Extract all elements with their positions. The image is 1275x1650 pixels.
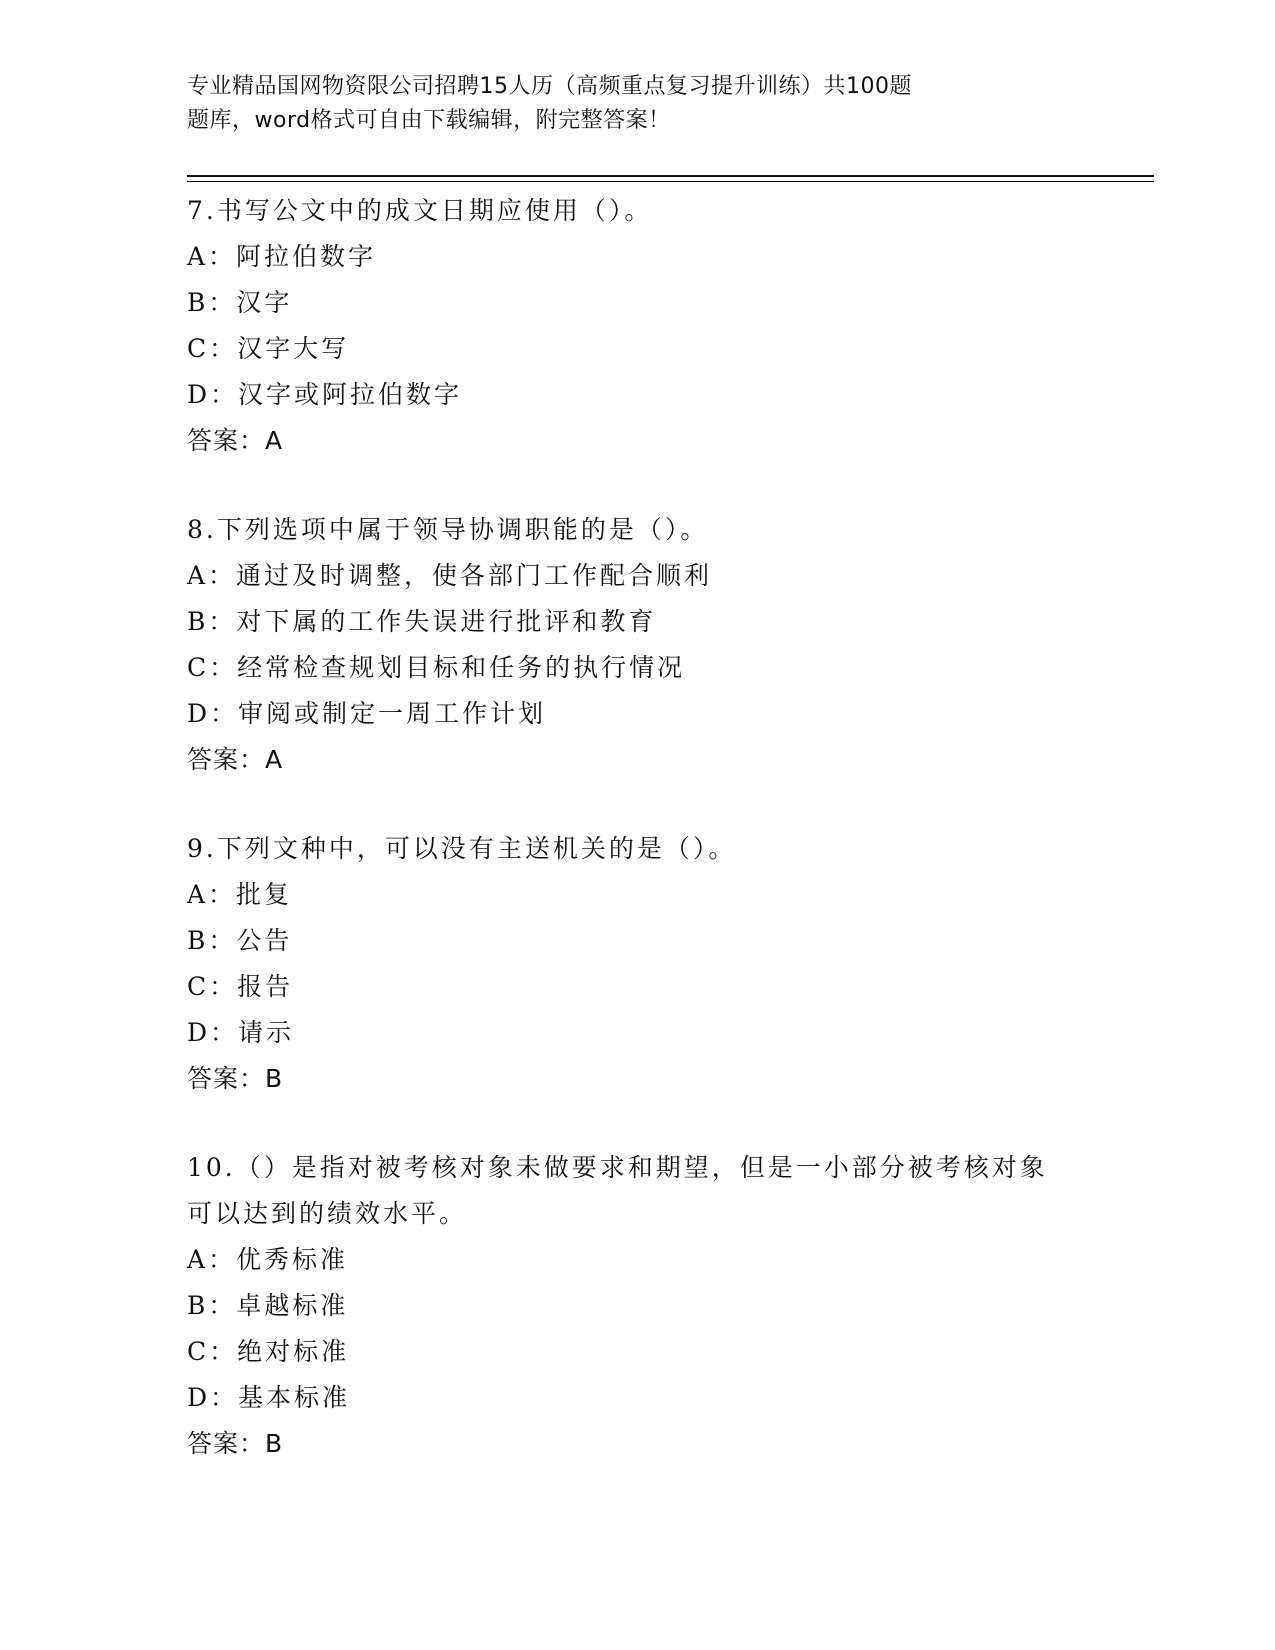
question-stem-line-1: 10.（）是指对被考核对象未做要求和期望，但是一小部分被考核对象 [187,1153,1048,1182]
option-a: A：优秀标准 [187,1245,349,1274]
header-title-line-2: 题库，word格式可自由下载编辑，附完整答案！ [187,108,671,133]
option-c: C：绝对标准 [187,1337,350,1366]
question-stem: 7.书写公文中的成文日期应使用（）。 [187,196,653,225]
question-stem-line-2: 可以达到的绩效水平。 [187,1199,468,1228]
option-b: B：公告 [187,926,293,955]
question-10 [187,1145,1087,1467]
question-list [187,188,1087,1510]
document-header [187,70,1017,138]
header-title-line-1: 专业精品国网物资限公司招聘15人历（高频重点复习提升训练）共100题 [187,74,912,99]
option-d: D：审阅或制定一周工作计划 [187,699,547,728]
option-a: A：阿拉伯数字 [187,242,377,271]
option-b: B：汉字 [187,288,293,317]
option-d: D：汉字或阿拉伯数字 [187,380,463,409]
answer: 答案：B [187,1064,284,1093]
header-divider-thin [187,181,1154,182]
answer: 答案：A [187,426,284,455]
option-b: B：卓越标准 [187,1291,349,1320]
option-c: C：经常检查规划目标和任务的执行情况 [187,653,686,682]
header-divider-thick [187,175,1154,177]
answer: 答案：A [187,745,284,774]
option-d: D：基本标准 [187,1383,351,1412]
option-a: A：批复 [187,880,293,909]
option-d: D：请示 [187,1018,295,1047]
question-9 [187,826,1087,1102]
question-7 [187,188,1087,464]
answer: 答案：B [187,1429,284,1458]
question-8 [187,507,1087,783]
option-c: C：报告 [187,972,294,1001]
option-c: C：汉字大写 [187,334,350,363]
question-stem: 9.下列文种中，可以没有主送机关的是（）。 [187,834,737,863]
option-a: A：通过及时调整，使各部门工作配合顺利 [187,561,713,590]
option-b: B：对下属的工作失误进行批评和教育 [187,607,657,636]
question-stem: 8.下列选项中属于领导协调职能的是（）。 [187,515,709,544]
